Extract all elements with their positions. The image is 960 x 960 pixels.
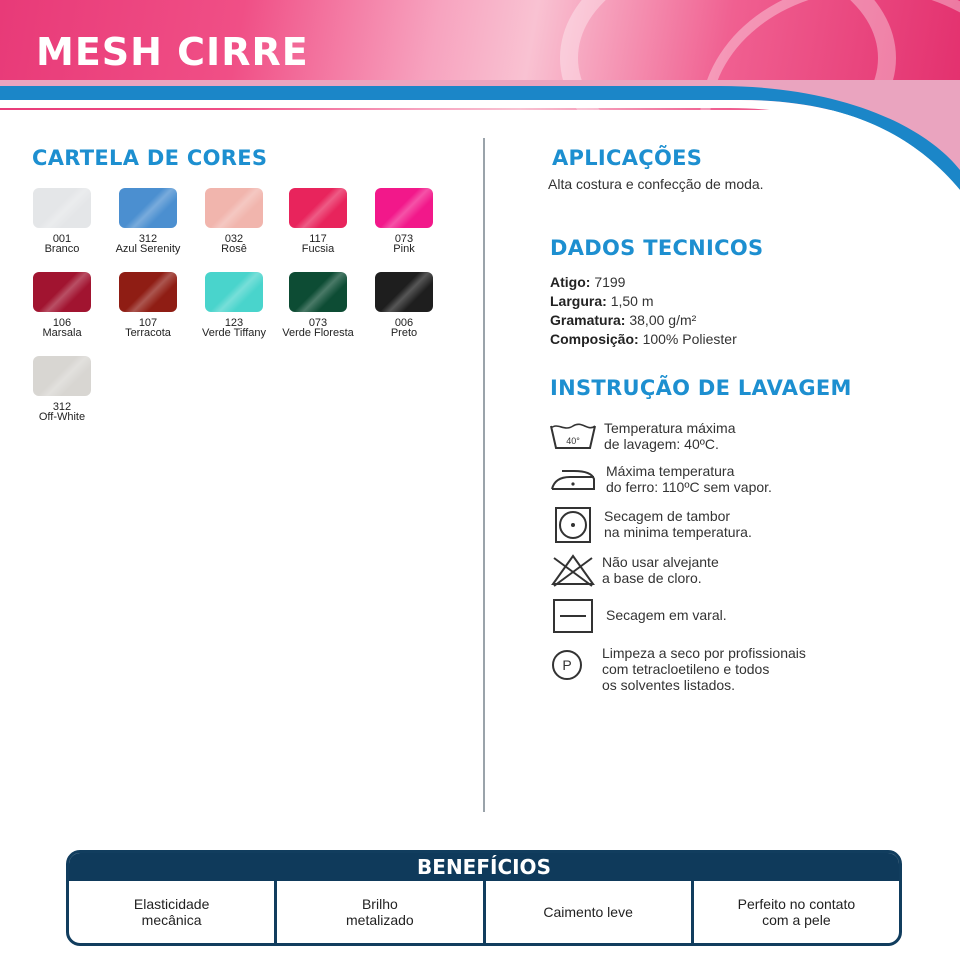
swatch-code: 001 [52,233,72,245]
technical-data-heading: DADOS TECNICOS [550,236,764,260]
care-line: Limpeza a seco por profissionais [602,645,806,661]
swatch-code: 073 [308,317,328,329]
swatch-code: 107 [138,317,158,329]
applications-heading: APLICAÇÕES [552,146,703,170]
care-instruction-text [604,508,752,540]
swatch-code: 106 [52,317,72,329]
swatch-code: 117 [309,233,327,245]
care-instruction-text [602,645,806,693]
swatch-chip [375,188,433,228]
svg-text:P: P [562,657,572,673]
swatch-name: Verde Tiffany [201,327,266,339]
benefits-heading: BENEFÍCIOS [69,853,899,881]
spec-row [550,293,654,309]
color-swatch [190,188,278,254]
swatch-chip [375,272,433,312]
care-instruction-text [606,463,772,495]
swatch-chip [289,188,347,228]
swatch-chip [289,272,347,312]
benefit-line: Brilho [361,896,398,912]
page-title: MESH CIRRE [36,30,309,74]
line-dry-icon [548,598,598,636]
swatch-name: Marsala [42,327,82,339]
spec-row [550,331,737,347]
color-swatch [190,272,278,338]
care-line: a base de cloro. [602,570,702,586]
care-line: Máxima temperatura [606,463,735,479]
column-divider [483,138,485,812]
care-line: do ferro: 110ºC sem vapor. [606,479,772,495]
care-instruction-text [606,607,727,623]
tumble-dry-low-icon [548,506,598,544]
benefit-line: com a pele [762,912,831,928]
no-bleach-icon [548,552,598,590]
color-swatch [18,356,106,422]
washing-instructions-heading: INSTRUÇÃO DE LAVAGEM [550,376,852,400]
swatch-name: Terracota [125,327,171,339]
swatch-name: Azul Serenity [115,243,181,255]
swatch-code: 123 [224,317,244,329]
spec-label: Atigo: [550,274,591,290]
swatch-code: 006 [394,317,414,329]
swatch-chip [33,188,91,228]
color-swatch [18,272,106,338]
care-line: Não usar alvejante [602,554,719,570]
swatch-chip [205,272,263,312]
spec-label: Composição: [550,331,639,347]
swatch-chip [119,272,177,312]
swatch-code: 312 [52,401,72,413]
iron-icon [548,463,598,501]
care-line: na minima temperatura. [604,524,752,540]
benefit-cell [69,881,274,943]
spec-label: Largura: [550,293,607,309]
benefits-box [66,850,902,946]
color-swatch [104,272,192,338]
swatch-chip [33,356,91,396]
benefit-line: Caimento leve [543,904,633,920]
benefit-line: Perfeito no contato [737,896,856,912]
benefit-cell [691,881,899,943]
swatch-name: Pink [393,243,415,255]
benefits-row [69,881,899,943]
applications-text: Alta costura e confecção de moda. [548,176,764,192]
care-instruction-text [604,420,736,452]
spec-row [550,312,696,328]
care-line: Temperatura máxima [604,420,736,436]
spec-value: 7199 [594,274,626,290]
color-swatch [274,188,362,254]
wash-40-icon [548,418,598,456]
swatch-name: Preto [390,327,418,339]
benefit-cell [483,881,691,943]
spec-row [550,274,625,290]
benefit-line: Elasticidade [133,896,210,912]
dry-clean-p-icon [548,646,598,684]
swatch-chip [205,188,263,228]
benefit-cell [274,881,482,943]
care-line: Secagem em varal. [606,607,727,623]
care-line: com tetracloetileno e todos [602,661,770,677]
swatch-name: Rosê [221,243,247,255]
swatch-name: Branco [44,243,80,255]
swatch-code: 073 [394,233,414,245]
color-swatch [360,188,448,254]
swatch-code: 032 [224,233,244,245]
color-swatch [274,272,362,338]
svg-text:40°: 40° [566,436,580,446]
swatch-name: Fucsia [301,243,335,255]
spec-label: Gramatura: [550,312,626,328]
swatch-code: 312 [138,233,158,245]
swatch-name: Verde Floresta [282,327,354,339]
care-instruction-text [602,554,719,586]
care-line: os solventes listados. [602,677,736,693]
spec-value: 100% Poliester [642,331,737,347]
care-line: de lavagem: 40ºC. [604,436,719,452]
color-swatch [18,188,106,254]
swatch-chip [33,272,91,312]
color-swatch [360,272,448,338]
benefit-line: mecânica [141,912,202,928]
spec-value: 38,00 g/m² [629,312,697,328]
color-chart-heading: CARTELA DE CORES [32,146,268,170]
swatch-chip [119,188,177,228]
care-line: Secagem de tambor [604,508,731,524]
benefit-line: metalizado [346,912,414,928]
color-swatch [104,188,192,254]
spec-value: 1,50 m [610,293,654,309]
swatch-name: Off-White [38,411,86,423]
